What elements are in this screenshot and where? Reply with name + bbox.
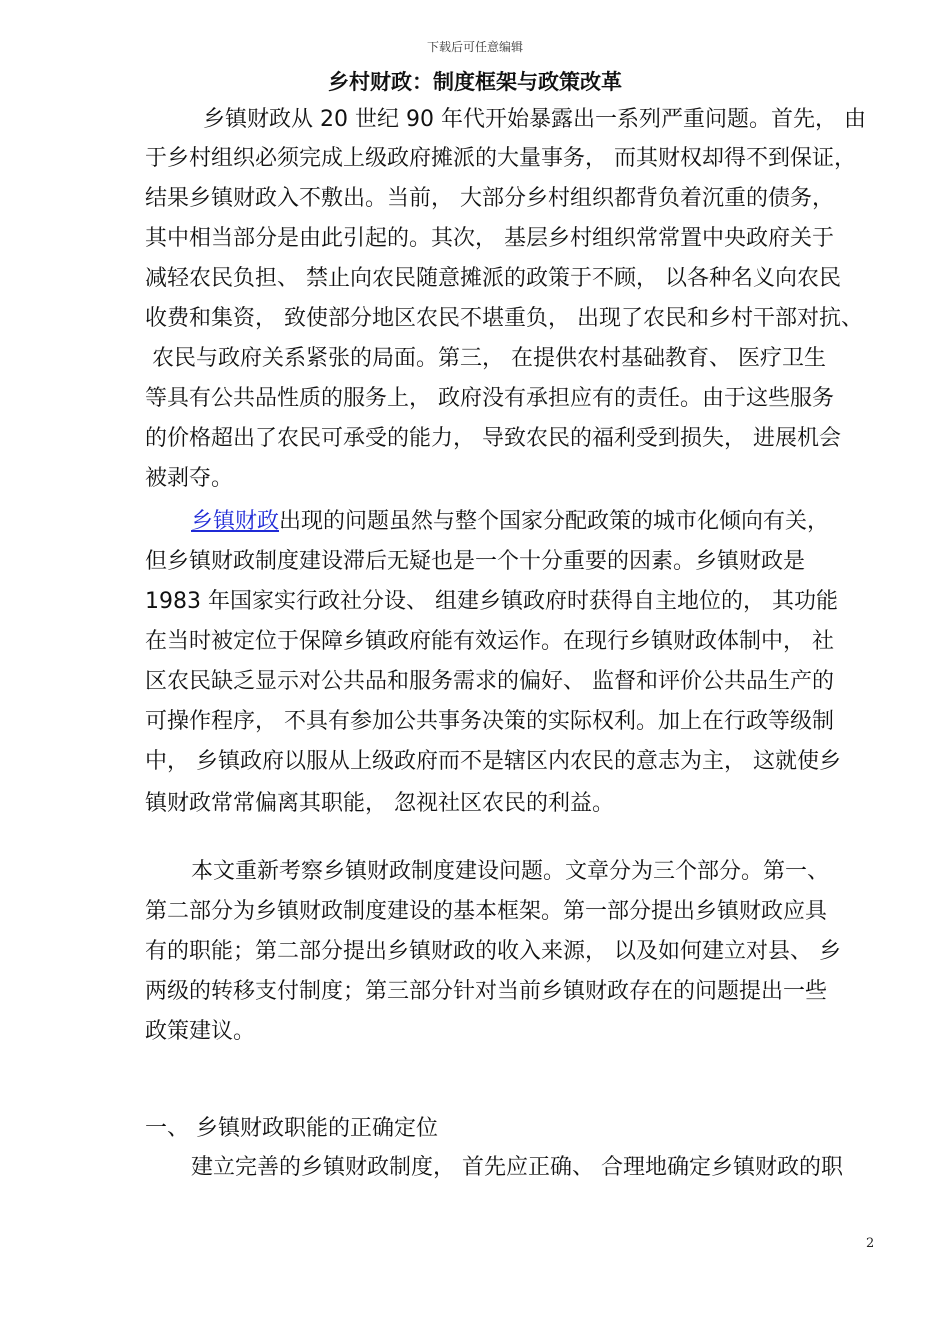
paragraph-1-line: 等具有公共品性质的服务上， 政府没有承担应有的责任。由于这些服务 (145, 386, 834, 411)
paragraph-2-line: 区农民缺乏显示对公共品和服务需求的偏好、 监督和评价公共品生产的 (145, 669, 834, 694)
document-title: 乡村财政：制度框架与政策改革 (328, 70, 622, 94)
paragraph-1-line: 结果乡镇财政入不敷出。当前， 大部分乡村组织都背负着沉重的债务， (145, 186, 834, 211)
paragraph-3-line: 第二部分为乡镇财政制度建设的基本框架。第一部分提出乡镇财政应具 (145, 899, 828, 924)
link-township-finance[interactable]: 乡镇财政 (191, 509, 280, 534)
paragraph-1-line: 减轻农民负担、 禁止向农民随意摊派的政策于不顾， 以各种名义向农民 (145, 266, 841, 291)
paragraph-2-line-rest: 出现的问题虽然与整个国家分配政策的城市化倾向有关， (279, 509, 830, 534)
paragraph-1-line: 于乡村组织必须完成上级政府摊派的大量事务， 而其财权却得不到保证， (145, 146, 856, 171)
page-number: 2 (866, 1236, 875, 1251)
paragraph-1-line: 的价格超出了农民可承受的能力， 导致农民的福利受到损失， 进展机会 (145, 426, 841, 451)
paragraph-1-line: 农民与政府关系紧张的局面。第三， 在提供农村基础教育、 医疗卫生 (152, 346, 826, 371)
paragraph-1-line: 乡镇财政从 20 世纪 90 年代开始暴露出一系列严重问题。首先， 由 (203, 107, 866, 132)
paragraph-1-line: 其中相当部分是由此引起的。其次， 基层乡村组织常常置中央政府关于 (145, 226, 834, 251)
paragraph-1-line: 被剥夺。 (145, 466, 234, 491)
paragraph-3-line: 政策建议。 (145, 1019, 256, 1044)
header-note: 下载后可任意编辑 (426, 40, 523, 54)
paragraph-2-line: 1983 年国家实行政社分设、 组建乡镇政府时获得自主地位的， 其功能 (145, 589, 838, 614)
paragraph-2-line: 中， 乡镇政府以服从上级政府而不是辖区内农民的意志为主， 这就使乡 (145, 749, 841, 774)
paragraph-3-line: 本文重新考察乡镇财政制度建设问题。文章分为三个部分。第一、 (191, 859, 830, 884)
paragraph-3-line: 有的职能；第二部分提出乡镇财政的收入来源， 以及如何建立对县、 乡 (145, 939, 841, 964)
paragraph-2-line: 但乡镇财政制度建设滞后无疑也是一个十分重要的因素。乡镇财政是 (145, 549, 806, 574)
section-1-first-line: 建立完善的乡镇财政制度， 首先应正确、 合理地确定乡镇财政的职 (191, 1155, 843, 1180)
paragraph-2-line (191, 508, 829, 536)
paragraph-2-line: 在当时被定位于保障乡镇政府能有效运作。在现行乡镇财政体制中， 社 (145, 629, 834, 654)
paragraph-2-line: 可操作程序， 不具有参加公共事务决策的实际权利。加上在行政等级制 (145, 709, 834, 734)
paragraph-1-line: 收费和集资， 致使部分地区农民不堪重负， 出现了农民和乡村干部对抗、 (145, 306, 863, 331)
section-heading: 一、 乡镇财政职能的正确定位 (145, 1116, 438, 1141)
paragraph-2-line: 镇财政常常偏离其职能， 忽视社区农民的利益。 (145, 791, 614, 816)
paragraph-3-line: 两级的转移支付制度；第三部分针对当前乡镇财政存在的问题提出一些 (145, 979, 828, 1004)
